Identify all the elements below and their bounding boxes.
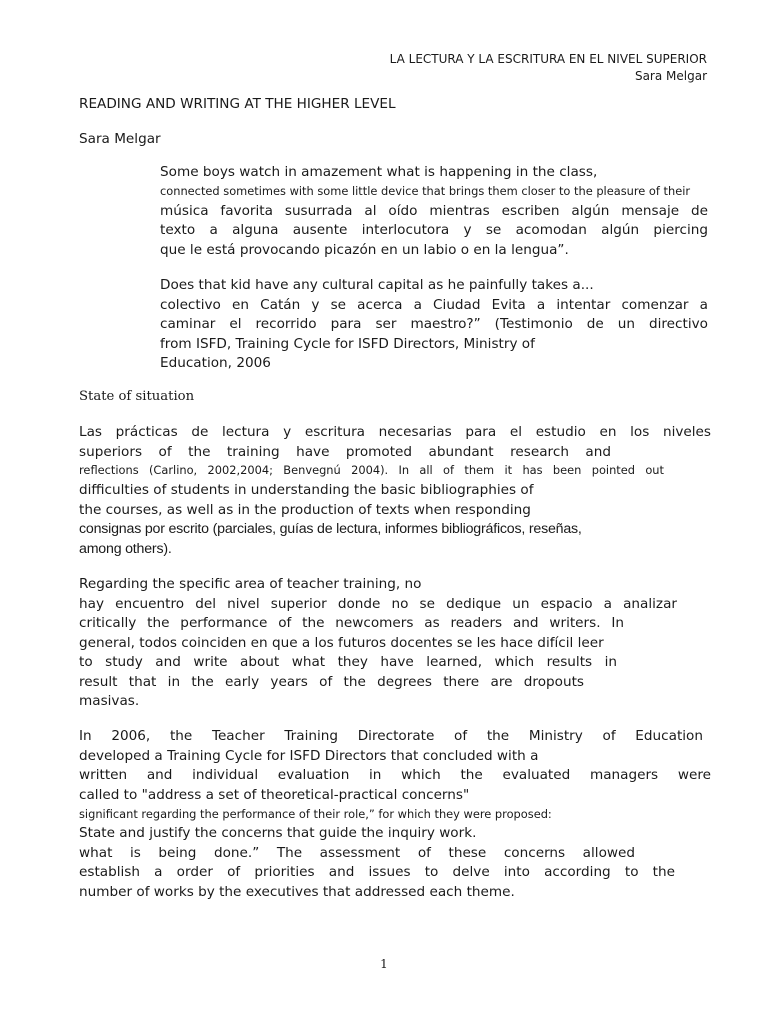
paragraph-line: Regarding the specific area of teacher training, no (79, 576, 422, 592)
paragraph-line: among others). (79, 540, 172, 557)
epigraph-quote-2 (160, 276, 708, 374)
paragraph-line: result that in the early years of the degrees there are dropouts (79, 673, 584, 690)
paragraph-line: In 2006, the Teacher Training Directorate of the Ministry of Education (79, 728, 703, 744)
paragraph-line: critically the performance of the newcomers as readers and writers. In (79, 615, 624, 631)
running-header-author: Sara Melgar (634, 69, 707, 83)
section-heading: State of situation (79, 389, 195, 404)
document-author: Sara Melgar (79, 131, 161, 147)
running-header-title: LA LECTURA Y LA ESCRITURA EN EL NIVEL SUPERIOR (389, 52, 707, 66)
paragraph-line: consignas por escrito (parciales, guías de lectura, informes bibliográficos, reseñas, (79, 521, 582, 537)
document-title: READING AND WRITING AT THE HIGHER LEVEL (79, 96, 396, 112)
paragraph-line: called to "address a set of theoretical-practical concerns" (79, 786, 470, 803)
body-paragraph-3 (79, 727, 711, 902)
paragraph-line: establish a order of priorities and issues to delve into according to the (79, 864, 675, 880)
quote-line: texto a alguna ausente interlocutora y se acomodan algún piercing (160, 222, 708, 238)
paragraph-line: superiors of the training have promoted abundant research and (79, 443, 611, 460)
paragraph-line: State and justify the concerns that guide the inquiry work. (79, 825, 477, 841)
paragraph-line: to study and write about what they have learned, which results in (79, 654, 617, 670)
paragraph-line: written and individual evaluation in which the evaluated managers were (79, 767, 711, 783)
quote-line: Does that kid have any cultural capital as he painfully takes a... (160, 277, 594, 293)
paragraph-line: hay encuentro del nivel superior donde no se dedique un espacio a analizar (79, 595, 677, 612)
paragraph-line: general, todos coinciden en que a los futuros docentes se les hace difícil leer (79, 634, 604, 651)
quote-line: from ISFD, Training Cycle for ISFD Directors, Ministry of (160, 335, 535, 352)
page-number: 1 (380, 957, 388, 971)
quote-line: Education, 2006 (160, 355, 271, 371)
paragraph-line: significant regarding the performance of their role,” for which they were proposed: (79, 807, 552, 821)
quote-line: que le está provocando picazón en un labio o en la lengua”. (160, 241, 569, 258)
body-paragraph-1 (79, 423, 711, 559)
body-paragraph-2 (79, 575, 711, 712)
quote-line: música favorita susurrada al oído mientras escriben algún mensaje de (160, 202, 708, 219)
paragraph-line: masivas. (79, 693, 140, 709)
paragraph-line: number of works by the executives that addressed each theme. (79, 883, 515, 900)
quote-line: caminar el recorrido para ser maestro?” (Testimonio de un directivo (160, 316, 708, 332)
paragraph-line: developed a Training Cycle for ISFD Directors that concluded with a (79, 747, 539, 764)
paragraph-line: the courses, as well as in the production of texts when responding (79, 501, 531, 518)
paragraph-line: reflections (Carlino, 2002,2004; Benvegnú 2004). In all of them it has been pointed out (79, 463, 664, 477)
epigraph-quote-1 (160, 163, 708, 260)
quote-line: colectivo en Catán y se acerca a Ciudad Evita a intentar comenzar a (160, 296, 708, 313)
quote-line: connected sometimes with some little device that brings them closer to the pleasure of their (160, 183, 691, 198)
running-header (390, 51, 707, 85)
paragraph-line: Las prácticas de lectura y escritura necesarias para el estudio en los niveles (79, 424, 711, 440)
paragraph-line: difficulties of students in understanding the basic bibliographies of (79, 482, 534, 498)
quote-line: Some boys watch in amazement what is happening in the class, (160, 164, 598, 180)
paragraph-line: what is being done.” The assessment of these concerns allowed (79, 844, 635, 861)
